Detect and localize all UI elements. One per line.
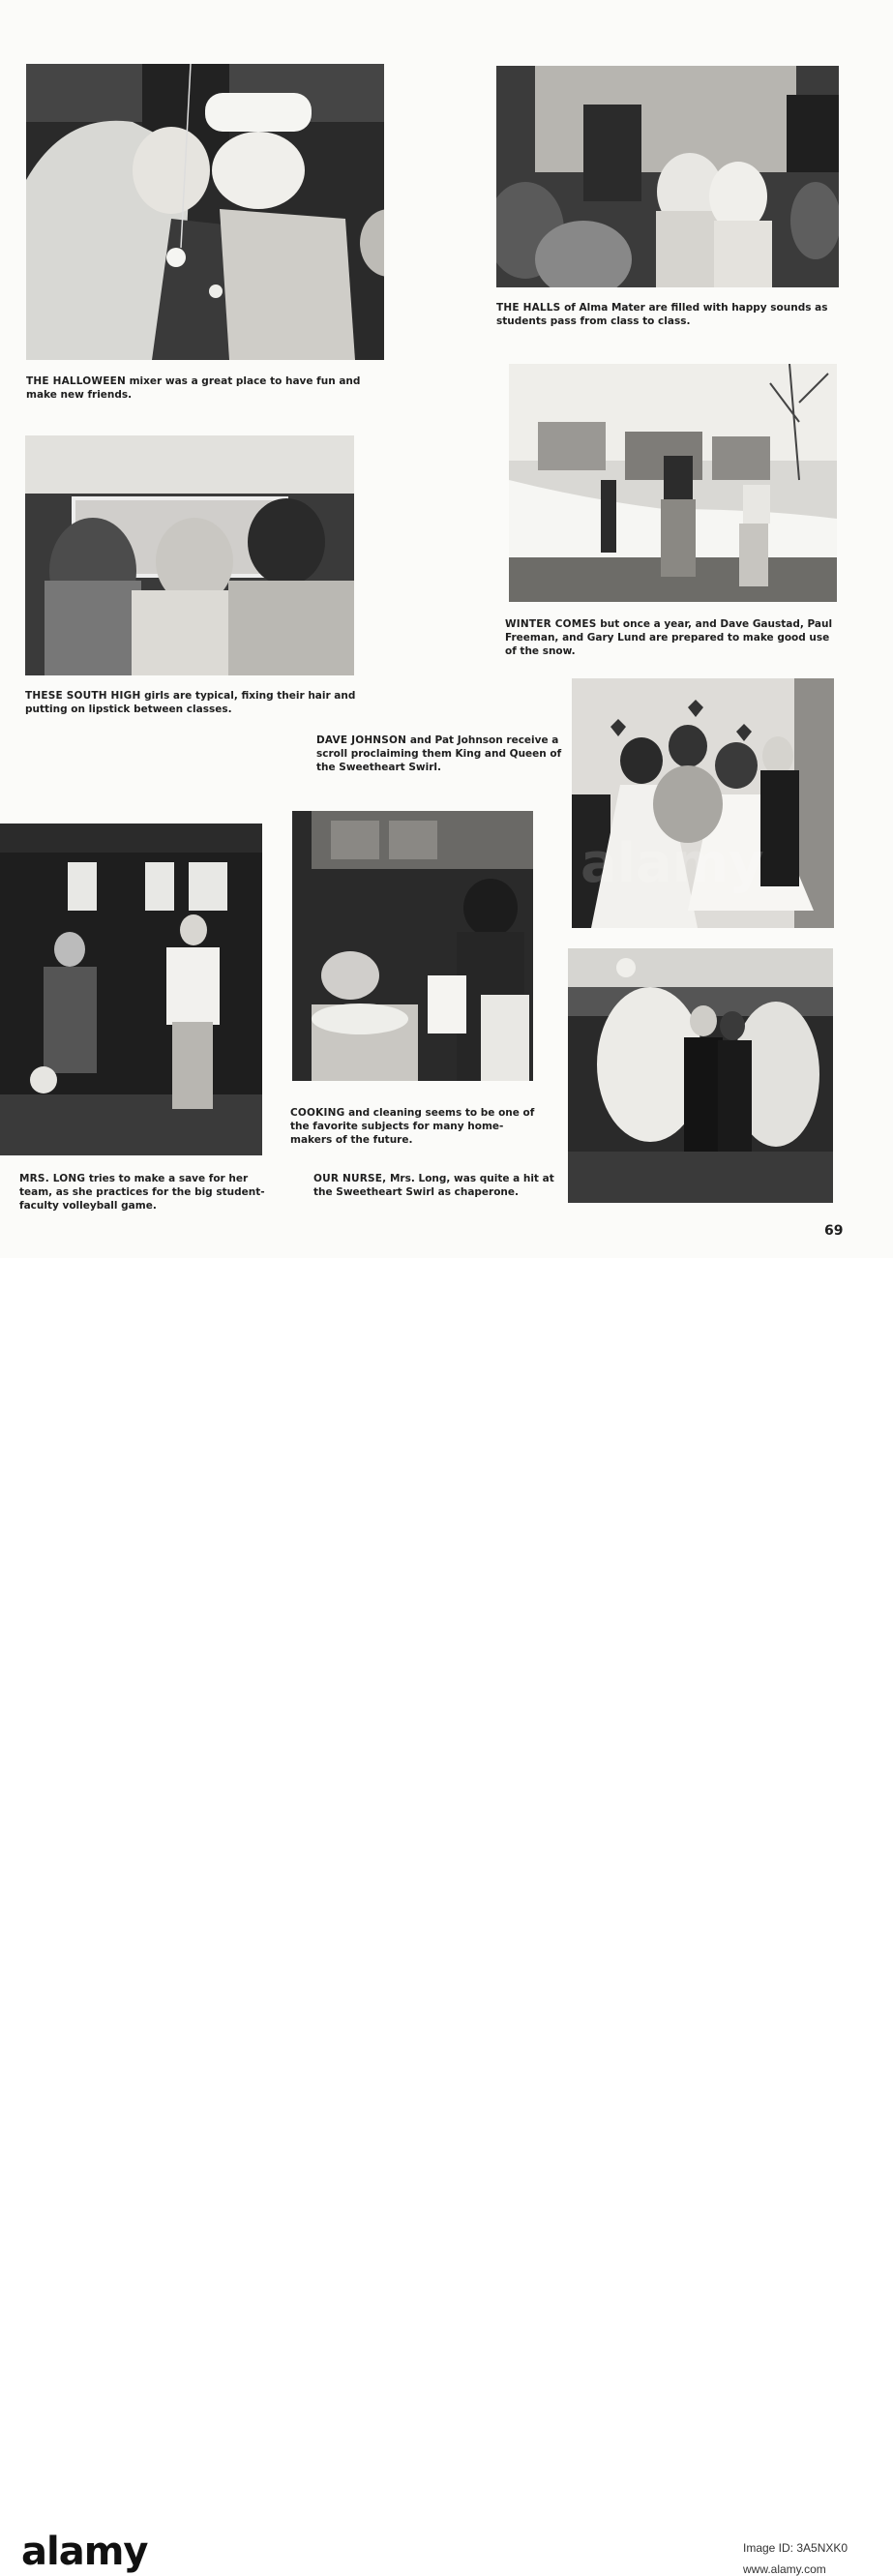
- page-number: 69: [824, 1223, 844, 1239]
- caption-nurse: [313, 1172, 555, 1199]
- caption-body: and Pat Johnson receive a scroll proclaiming them King and Queen of the Sweetheart Swirl.: [316, 734, 562, 773]
- photo-cooking-class: [292, 811, 533, 1081]
- caption-south-high: [25, 689, 360, 716]
- alamy-logo[interactable]: alamy: [21, 2530, 148, 2574]
- photo-south-high-girls: [25, 435, 354, 675]
- caption-lead: WINTER COMES: [505, 618, 597, 630]
- caption-body: girls are typical, fixing their hair and putting on lipstick between classes.: [25, 690, 356, 715]
- caption-lead: OUR NURSE,: [313, 1173, 387, 1184]
- yearbook-page: [0, 0, 893, 1258]
- caption-lead: DAVE JOHNSON: [316, 734, 407, 746]
- caption-halloween: [26, 374, 386, 402]
- caption-body: tries to make a save for her team, as she practices for the big student-faculty volleyball game.: [19, 1173, 265, 1212]
- photo-nurse-chaperone: [568, 948, 833, 1203]
- photo-sweetheart-king-queen: [572, 678, 834, 928]
- site-url[interactable]: www.alamy.com: [743, 2562, 826, 2576]
- caption-body: mixer was a great place to have fun and make new friends.: [26, 375, 361, 401]
- caption-body: of Alma Mater are filled with happy sounds as students pass from class to class.: [496, 302, 828, 327]
- caption-mrs-long: [19, 1172, 266, 1213]
- caption-lead: THESE SOUTH HIGH: [25, 690, 141, 702]
- stock-footer: [0, 1258, 893, 2576]
- caption-lead: THE HALLS: [496, 302, 561, 314]
- caption-winter: [505, 617, 844, 658]
- caption-halls: [496, 301, 845, 328]
- caption-lead: COOKING: [290, 1107, 345, 1119]
- photo-halloween-mixer: [26, 64, 384, 360]
- caption-body: Mrs. Long, was quite a hit at the Sweetheart Swirl as chaperone.: [313, 1173, 554, 1198]
- caption-body: but once a year, and Dave Gaustad, Paul Freeman, and Gary Lund are prepared to make good use of the snow.: [505, 618, 833, 657]
- photo-volleyball-practice: [0, 824, 262, 1155]
- caption-dave-johnson: [316, 734, 563, 774]
- image-id: Image ID: 3A5NXK0: [743, 2541, 848, 2555]
- photo-halls: [496, 66, 839, 287]
- photo-winter-snow: [509, 364, 837, 602]
- caption-body: and cleaning seems to be one of the favorite subjects for many home-makers of the future.: [290, 1107, 535, 1146]
- caption-lead: THE HALLOWEEN: [26, 375, 126, 387]
- caption-cooking: [290, 1106, 542, 1147]
- caption-lead: MRS. LONG: [19, 1173, 86, 1184]
